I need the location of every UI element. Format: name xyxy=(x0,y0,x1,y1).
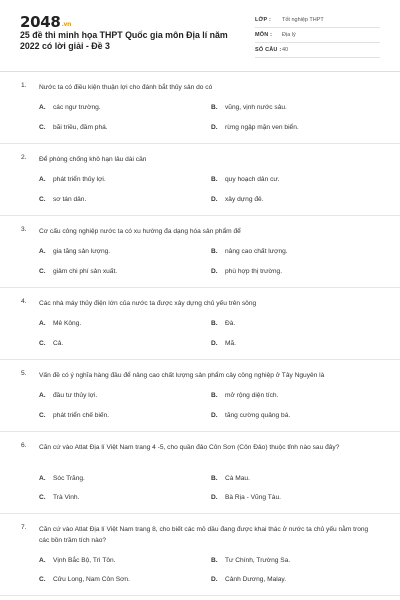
option-letter: C. xyxy=(39,196,46,203)
option-letter: A. xyxy=(39,392,46,399)
question-list xyxy=(0,72,400,596)
option-text: Sóc Trăng. xyxy=(53,475,85,482)
question-item xyxy=(0,144,400,216)
answer-option-d[interactable] xyxy=(211,196,264,203)
option-letter: A. xyxy=(39,248,46,255)
answer-option-c[interactable] xyxy=(39,340,63,347)
option-letter: C. xyxy=(39,340,46,347)
option-letter: A. xyxy=(39,320,46,327)
answer-option-a[interactable] xyxy=(39,392,97,399)
option-letter: A. xyxy=(39,557,46,564)
option-text: phát triển chế biến. xyxy=(53,412,110,419)
option-letter: A. xyxy=(39,176,46,183)
answer-option-d[interactable] xyxy=(211,494,281,501)
option-text: giảm chi phí sản xuất. xyxy=(53,268,118,275)
answer-option-c[interactable] xyxy=(39,196,86,203)
option-letter: B. xyxy=(211,176,218,183)
meta-value: Địa lý xyxy=(282,32,296,38)
answer-option-a[interactable] xyxy=(39,248,110,255)
logo-suffix-text: .vn xyxy=(61,21,72,28)
question-number: 6. xyxy=(21,442,27,449)
option-letter: D. xyxy=(211,494,218,501)
answer-option-d[interactable] xyxy=(211,576,286,583)
answer-option-a[interactable] xyxy=(39,320,81,327)
option-text: rừng ngập mặn ven biển. xyxy=(225,124,299,131)
logo-main-text: 2048 xyxy=(20,13,61,31)
meta-row-class xyxy=(255,14,380,28)
option-letter: C. xyxy=(39,494,46,501)
answer-option-b[interactable] xyxy=(211,392,278,399)
option-text: Cả. xyxy=(53,340,64,347)
question-text: Các nhà máy thủy điện lớn của nước ta được xây dựng chủ yếu trên sông xyxy=(39,300,257,307)
answer-option-c[interactable] xyxy=(39,576,130,583)
option-text: Tư Chính, Trường Sa. xyxy=(225,557,291,564)
answer-option-a[interactable] xyxy=(39,475,85,482)
option-text: Cửu Long, Nam Côn Sơn. xyxy=(53,576,130,583)
option-letter: C. xyxy=(39,268,46,275)
answer-option-b[interactable] xyxy=(211,557,290,564)
answer-option-d[interactable] xyxy=(211,268,282,275)
option-letter: D. xyxy=(211,268,218,275)
option-text: phù hợp thị trường. xyxy=(225,268,283,275)
question-text: Vấn đề có ý nghĩa hàng đầu để nâng cao chất lượng sản phẩm cây công nghiệp ở Tây Nguyên là xyxy=(39,372,325,379)
option-text: quy hoạch dân cư. xyxy=(225,176,280,183)
answer-option-a[interactable] xyxy=(39,104,101,111)
question-number: 1. xyxy=(21,82,27,89)
option-text: đầu tư thủy lợi. xyxy=(53,392,98,399)
option-letter: D. xyxy=(211,124,218,131)
option-text: Đà. xyxy=(225,320,236,327)
option-letter: D. xyxy=(211,576,218,583)
question-number: 4. xyxy=(21,298,27,305)
option-text: Vịnh Bắc Bộ, Trì Tôn. xyxy=(53,557,116,564)
option-letter: A. xyxy=(39,104,46,111)
option-text: Cảnh Dương, Malay. xyxy=(225,576,287,583)
option-text: tăng cường quảng bá. xyxy=(225,412,291,419)
page-header xyxy=(0,0,400,70)
answer-option-c[interactable] xyxy=(39,268,117,275)
answer-option-d[interactable] xyxy=(211,412,290,419)
question-text: Căn cứ vào Atlat Địa lí Việt Nam trang 4 -5, cho quần đảo Côn Sơn (Côn Đảo) thuộc tỉnh nào sau đây? xyxy=(39,444,340,451)
answer-option-b[interactable] xyxy=(211,176,280,183)
meta-label: LỚP : xyxy=(255,17,271,23)
option-letter: B. xyxy=(211,392,218,399)
option-text: Bà Rịa - Vũng Tàu. xyxy=(225,494,281,501)
meta-label: MÔN : xyxy=(255,32,273,38)
question-item xyxy=(0,360,400,432)
question-number: 5. xyxy=(21,370,27,377)
question-number: 7. xyxy=(21,524,27,531)
answer-option-a[interactable] xyxy=(39,557,116,564)
option-letter: B. xyxy=(211,320,218,327)
option-text: phát triển thủy lợi. xyxy=(53,176,106,183)
option-text: Cà Mau. xyxy=(225,475,250,482)
option-letter: B. xyxy=(211,248,218,255)
answer-option-a[interactable] xyxy=(39,176,106,183)
option-letter: B. xyxy=(211,475,218,482)
answer-option-c[interactable] xyxy=(39,494,79,501)
option-letter: B. xyxy=(211,557,218,564)
answer-option-c[interactable] xyxy=(39,124,108,131)
option-letter: D. xyxy=(211,412,218,419)
option-text: Mê Kông. xyxy=(53,320,82,327)
meta-row-subject xyxy=(255,29,380,43)
answer-option-d[interactable] xyxy=(211,340,236,347)
option-text: sơ tán dân. xyxy=(53,196,87,203)
exam-meta xyxy=(255,14,380,59)
meta-value: 40 xyxy=(282,47,289,53)
site-logo[interactable] xyxy=(20,13,71,31)
option-text: vũng, vịnh nước sâu. xyxy=(225,104,287,111)
question-item xyxy=(0,216,400,288)
document-title: 25 đề thi minh họa THPT Quốc gia môn Địa lí năm 2022 có lời giải - Đề 3 xyxy=(20,30,228,51)
option-letter: C. xyxy=(39,124,46,131)
question-number: 2. xyxy=(21,154,27,161)
option-letter: A. xyxy=(39,475,46,482)
option-letter: D. xyxy=(211,340,218,347)
answer-option-b[interactable] xyxy=(211,475,250,482)
option-text: nâng cao chất lượng. xyxy=(225,248,288,255)
option-text: mở rộng diện tích. xyxy=(225,392,279,399)
question-text: Cơ cấu công nghiệp nước ta có xu hướng đa dạng hóa sản phẩm để xyxy=(39,228,241,235)
option-text: các ngư trường. xyxy=(53,104,101,111)
meta-label: SỐ CÂU : xyxy=(255,47,282,53)
question-text: Nước ta có điều kiện thuận lợi cho đánh bắt thủy sản do có xyxy=(39,84,213,91)
option-letter: B. xyxy=(211,104,218,111)
answer-option-b[interactable] xyxy=(211,320,235,327)
question-item xyxy=(0,72,400,144)
option-text: bãi triều, đầm phá. xyxy=(53,124,108,131)
meta-row-count xyxy=(255,44,380,58)
answer-option-c[interactable] xyxy=(39,412,109,419)
option-letter: C. xyxy=(39,576,46,583)
option-letter: C. xyxy=(39,412,46,419)
answer-option-d[interactable] xyxy=(211,124,299,131)
answer-option-b[interactable] xyxy=(211,248,288,255)
question-item xyxy=(0,288,400,360)
question-item xyxy=(0,432,400,514)
question-number: 3. xyxy=(21,226,27,233)
meta-value: Tốt nghiệp THPT xyxy=(282,17,324,23)
option-text: gia tăng sản lượng. xyxy=(53,248,111,255)
question-text: Để phòng chống khô hạn lâu dài cần xyxy=(39,156,147,163)
option-letter: D. xyxy=(211,196,218,203)
question-text: Căn cứ vào Atlat Địa lí Việt Nam trang 8, cho biết các mỏ dầu đang được khai thác ở nước ta chủ yếu nằm trong các bồn trầm tích nào? xyxy=(39,526,369,544)
option-text: xây dựng đê. xyxy=(225,196,264,203)
answer-option-b[interactable] xyxy=(211,104,287,111)
option-text: Trà Vinh. xyxy=(53,494,80,501)
option-text: Mã. xyxy=(225,340,236,347)
question-item xyxy=(0,514,400,596)
